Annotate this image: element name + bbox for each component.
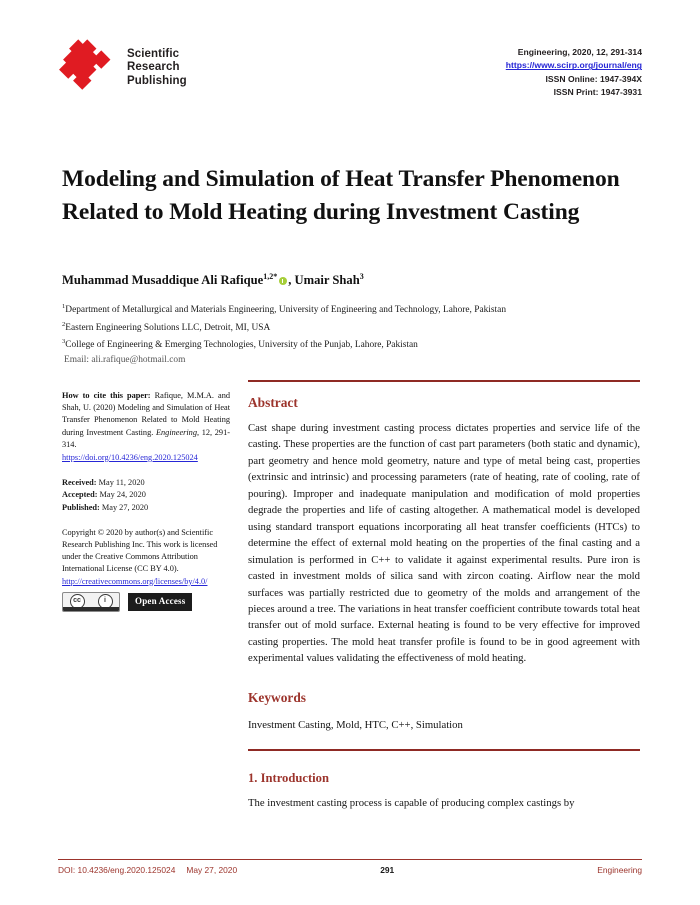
- footer-rule: [58, 859, 642, 860]
- author-list: [62, 269, 632, 288]
- journal-metadata: [506, 46, 642, 99]
- cc-badge-bar: [63, 607, 119, 611]
- published-label: Published:: [62, 502, 100, 512]
- how-to-cite-block: [62, 390, 230, 464]
- contact-email[interactable]: Email: ali.rafique@hotmail.com: [64, 355, 186, 366]
- published-date-row: [62, 502, 230, 514]
- how-to-cite-label: How to cite this paper:: [62, 391, 151, 400]
- affiliation-item: [62, 300, 640, 318]
- publisher-name-line3: Publishing: [127, 74, 187, 87]
- publication-dates: [62, 477, 230, 514]
- srp-diamond-logo-icon: [62, 42, 118, 94]
- open-access-badge[interactable]: Open Access: [128, 593, 192, 611]
- how-to-cite-text: Rafique, M.M.A. and Shah, U. (2020) Modeling and Simulation of Heat Transfer Phenomenon Related to Mold Heating during Investment Casting.: [62, 391, 230, 437]
- abstract-column: [248, 380, 640, 812]
- license-badges: [62, 592, 230, 612]
- received-label: Received:: [62, 478, 97, 488]
- author-affiliation-marker-1: 1,2*: [263, 272, 278, 281]
- publisher-name-line1: Scientific: [127, 47, 180, 60]
- page-title: Modeling and Simulation of Heat Transfer Phenomenon Related to Mold Heating during Investment Casting: [62, 165, 620, 225]
- affiliation-text: Eastern Engineering Solutions LLC, Detroit, MI, USA: [65, 322, 271, 333]
- abstract-top-rule: [248, 380, 640, 382]
- accepted-date-row: [62, 489, 230, 501]
- publisher-name-line2: Research: [127, 61, 180, 74]
- affiliation-marker: 3: [62, 338, 66, 346]
- received-value: May 11, 2020: [96, 478, 145, 488]
- journal-citation-line: Engineering, 2020, 12, 291-314: [517, 47, 642, 57]
- abstract-text: Cast shape during investment casting process dictates properties and service life of the casting. These properties are the function of cast part parameters (both static and dynamic), part geometry and hence mold geometry, nature and type of metal being cast, properties (extrinsic and intrinsic) and processing parameters (rate of heating, rate of cooling, rate of pouring). Improper and inadequate manipulation and modification of mold properties degrade the properties and life of casting altogether. A mathematical model is developed using standard transport equations incorporating all heat transfer coefficients (HTCs) to determine the effect of external mold heating on the properties of the final casting and a simulation is performed in C++ to validate it against experimental results. Pure iron is casted in investment molds of silica sand with zircon coating. Airflow near the mold surfaces was partially restricted due to geometry of the molds and arrangement of the pieces around a tree. The variations in heat transfer coefficient contribute towards total heat transfer out of mold surface. External heating is found to be very effective for improved casting properties. The mold heat transfer profile is found to be in good agreement with experimental values validating the effectiveness of mold heating.: [248, 422, 640, 665]
- copyright-block: [62, 527, 230, 612]
- footer-journal-name: Engineering: [597, 865, 642, 875]
- keywords-text: Investment Casting, Mold, HTC, C++, Simulation: [248, 719, 463, 732]
- affiliation-text: College of Engineering & Emerging Technologies, University of the Punjab, Lahore, Pakistan: [65, 340, 418, 351]
- author-separator: ,: [288, 273, 295, 288]
- published-value: May 27, 2020: [99, 502, 149, 512]
- how-to-cite-tail: , 12, 291-314.: [62, 427, 230, 449]
- introduction-text: The investment casting process is capable of producing complex castings by: [248, 797, 575, 810]
- author-name-1: Muhammad Musaddique Ali Rafique: [62, 273, 264, 288]
- how-to-cite-journal: Engineering: [155, 427, 197, 437]
- masthead: [62, 42, 642, 112]
- affiliation-list: [62, 300, 640, 368]
- accepted-value: May 24, 2020: [97, 490, 146, 500]
- affiliation-marker: 1: [62, 303, 66, 310]
- creative-commons-link[interactable]: http://creativecommons.org/licenses/by/4.0/: [62, 576, 208, 586]
- section-divider-rule: [248, 749, 640, 751]
- publisher-logo-block: [62, 42, 187, 94]
- received-date-row: [62, 477, 230, 489]
- author-name-2: Umair Shah: [294, 273, 360, 288]
- issn-online: ISSN Online: 1947-394X: [545, 73, 642, 84]
- cc-by-circle-icon: i: [98, 594, 113, 609]
- creative-commons-badge-icon[interactable]: [62, 592, 120, 612]
- journal-url-link[interactable]: https://www.scirp.org/journal/eng: [505, 60, 642, 71]
- issn-print: ISSN Print: 1947-3931: [553, 86, 642, 97]
- author-affiliation-marker-2: 3: [359, 272, 364, 281]
- copyright-text: Copyright © 2020 by author(s) and Scientific Research Publishing Inc. This work is licensed under the Creative Commons Attribution International License (CC BY 4.0).: [62, 527, 218, 574]
- abstract-heading: Abstract: [248, 395, 298, 410]
- footer-doi[interactable]: DOI: 10.4236/eng.2020.125024: [58, 865, 176, 875]
- page-footer: [58, 859, 642, 875]
- orcid-icon[interactable]: [279, 277, 287, 285]
- keywords-heading: Keywords: [248, 689, 307, 705]
- publisher-name: [127, 48, 187, 88]
- sidebar-metadata-column: [62, 390, 230, 612]
- footer-date: May 27, 2020: [186, 865, 238, 875]
- affiliation-text: Department of Metallurgical and Materials Engineering, University of Engineering and Technology, Lahore, Pakistan: [65, 305, 507, 316]
- introduction-heading: 1. Introduction: [248, 771, 329, 786]
- footer-page-number: 291: [380, 865, 395, 875]
- accepted-label: Accepted:: [62, 490, 98, 500]
- affiliation-item: [62, 318, 640, 336]
- doi-link[interactable]: https://doi.org/10.4236/eng.2020.125024: [62, 453, 198, 463]
- cc-circle-icon: cc: [70, 594, 85, 609]
- affiliation-item: [62, 335, 640, 353]
- affiliation-marker: 2: [62, 320, 66, 328]
